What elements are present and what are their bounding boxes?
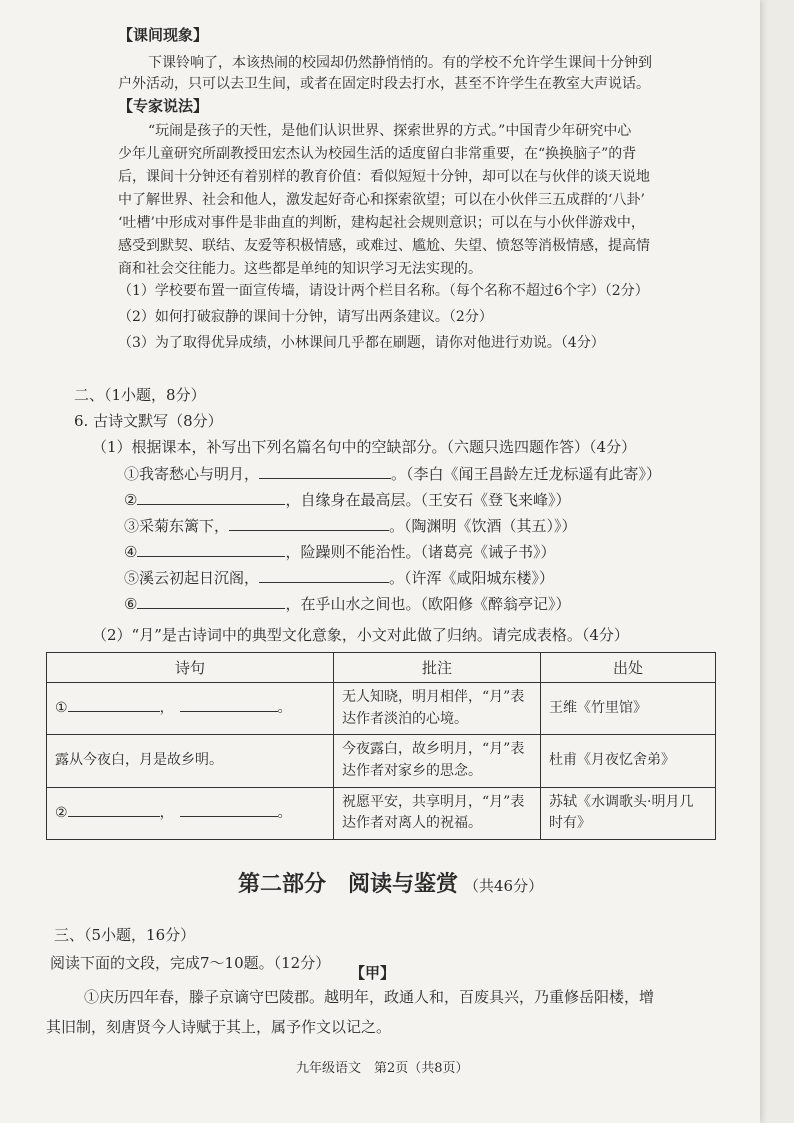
poem-cell bbox=[47, 683, 334, 735]
fill-item-prefix: ①我寄愁心与明月， bbox=[124, 465, 260, 483]
fill-item-suffix: 。（李白《闻王昌龄左迁龙标遥有此寄》） bbox=[391, 465, 662, 483]
fill-item-prefix: ④ bbox=[124, 543, 138, 561]
answer-blank[interactable] bbox=[259, 466, 391, 479]
fill-item-2 bbox=[124, 492, 570, 508]
question-1: （1）学校要布置一面宣传墙，请设计两个栏目名称。（每个名称不超过6个字）（2分） bbox=[118, 283, 649, 299]
fill-item-suffix: ，自缘身在最高层。（王安石《登飞来峰》） bbox=[285, 491, 571, 509]
fill-item-4 bbox=[124, 544, 555, 560]
fill-item-prefix: ③采菊东篱下， bbox=[124, 517, 230, 535]
expert-line: ‘吐槽’中形成对事件是非曲直的判断，建构起社会规则意识；可以在与小伙伴游戏中， bbox=[118, 215, 645, 231]
column-header: 出处 bbox=[541, 653, 716, 683]
table-row bbox=[47, 735, 716, 787]
answer-blank[interactable] bbox=[180, 699, 278, 712]
expert-line: 感受到默契、联结、友爱等积极情感，或难过、尴尬、失望、愤怒等消极情感，提高情 bbox=[118, 238, 650, 254]
moon-imagery-table bbox=[46, 652, 716, 840]
question-6-title: 6. 古诗文默写（8分） bbox=[74, 412, 223, 430]
fill-item-5 bbox=[124, 570, 554, 586]
poem-prefix: ② bbox=[55, 804, 68, 821]
part-2-title: 第二部分 阅读与鉴赏 bbox=[238, 872, 459, 897]
answer-blank[interactable] bbox=[68, 699, 160, 712]
poem-cell bbox=[47, 787, 334, 839]
answer-blank[interactable] bbox=[68, 804, 160, 817]
fill-item-6 bbox=[124, 596, 570, 612]
answer-blank[interactable] bbox=[180, 804, 278, 817]
expert-line: “玩闹是孩子的天性，是他们认识世界、探索世界的方式。”中国青少年研究中心 bbox=[148, 123, 632, 139]
expert-line: 少年儿童研究所副教授田宏杰认为校园生活的适度留白非常重要，在“换换脑子”的背 bbox=[118, 146, 637, 162]
fill-item-1 bbox=[124, 466, 661, 482]
note-cell: 祝愿平安，共享明月，“月”表达作者对离人的祝福。 bbox=[334, 787, 541, 839]
poem-end: 。 bbox=[277, 804, 292, 821]
note-cell: 今夜露白，故乡明月，“月”表达作者对家乡的思念。 bbox=[334, 735, 541, 787]
expert-title: 【专家说法】 bbox=[118, 97, 209, 115]
phenomenon-title: 【课间现象】 bbox=[118, 26, 209, 44]
sub-question-2: （2）“月”是古诗词中的典型文化意象，小文对此做了归纳。请完成表格。（4分） bbox=[92, 626, 629, 644]
part-2-heading bbox=[238, 874, 543, 896]
fill-item-suffix: ，险躁则不能治性。（诸葛亮《诫子书》） bbox=[285, 543, 556, 561]
section-3-instruction: 阅读下面的文段，完成7～10题。（12分） bbox=[50, 954, 331, 972]
table-row bbox=[47, 787, 716, 839]
fill-item-prefix: ⑤溪云初起日沉阁， bbox=[124, 569, 260, 587]
source-cell: 苏轼《水调歌头·明月几时有》 bbox=[541, 787, 716, 839]
source-cell: 杜甫《月夜忆舍弟》 bbox=[541, 735, 716, 787]
table-row bbox=[47, 683, 716, 735]
sub-question-1: （1）根据课本，补写出下列名篇名句中的空缺部分。（六题只选四题作答）（4分） bbox=[92, 438, 637, 456]
answer-blank[interactable] bbox=[137, 492, 285, 505]
question-3: （3）为了取得优异成绩，小林课间几乎都在刷题，请你对他进行劝说。（4分） bbox=[118, 335, 605, 351]
poem-end: 。 bbox=[277, 699, 292, 716]
passage-line-2: 其旧制，刻唐贤今人诗赋于其上，属予作文以记之。 bbox=[46, 1018, 392, 1036]
answer-blank[interactable] bbox=[137, 596, 285, 609]
source-cell: 王维《竹里馆》 bbox=[541, 683, 716, 735]
poem-separator: ， bbox=[159, 804, 174, 821]
answer-blank[interactable] bbox=[229, 518, 389, 531]
section-2-heading: 二、（1小题，8分） bbox=[74, 386, 206, 404]
question-2: （2）如何打破寂静的课间十分钟，请写出两条建议。（2分） bbox=[118, 309, 493, 325]
part-2-score: （共46分） bbox=[464, 877, 544, 895]
answer-blank[interactable] bbox=[259, 570, 389, 583]
poem-cell: 露从今夜白，月是故乡明。 bbox=[47, 735, 334, 787]
poem-separator: ， bbox=[159, 699, 174, 716]
phenomenon-line-1: 下课铃响了，本该热闹的校园却仍然静悄悄的。有的学校不允许学生课间十分钟到 bbox=[148, 55, 652, 71]
page-footer: 九年级语文 第2页（共8页） bbox=[296, 1061, 469, 1076]
section-3-heading: 三、（5小题，16分） bbox=[54, 926, 196, 944]
expert-line: 商和社会交往能力。这些都是单纯的知识学习无法实现的。 bbox=[118, 261, 482, 277]
table-header-row bbox=[47, 653, 716, 683]
passage-label: 【甲】 bbox=[350, 964, 396, 982]
fill-item-prefix: ② bbox=[124, 491, 138, 509]
fill-item-suffix: ，在乎山水之间也。（欧阳修《醉翁亭记》） bbox=[285, 595, 571, 613]
fill-item-suffix: 。（陶渊明《饮酒（其五）》） bbox=[389, 517, 577, 535]
expert-line: 后，课间十分钟还有着别样的教育价值：看似短短十分钟，却可以在与伙伴的谈天说地 bbox=[118, 169, 650, 185]
poem-prefix: ① bbox=[55, 699, 68, 716]
fill-item-3 bbox=[124, 518, 577, 534]
column-header: 诗句 bbox=[47, 653, 334, 683]
expert-line: 中了解世界、社会和他人，激发起好奇心和探索欲望；可以在小伙伴三五成群的‘八卦’ bbox=[118, 192, 645, 208]
fill-item-suffix: 。（许浑《咸阳城东楼》） bbox=[389, 569, 555, 587]
note-cell: 无人知晓，明月相伴，“月”表达作者淡泊的心境。 bbox=[334, 683, 541, 735]
phenomenon-line-2: 户外活动，只可以去卫生间，或者在固定时段去打水，甚至不许学生在教室大声说话。 bbox=[118, 76, 650, 92]
fill-item-prefix: ⑥ bbox=[124, 595, 138, 613]
passage-line-1: ①庆历四年春，滕子京谪守巴陵郡。越明年，政通人和，百废具兴，乃重修岳阳楼，增 bbox=[84, 988, 655, 1006]
answer-blank[interactable] bbox=[137, 544, 285, 557]
column-header: 批注 bbox=[334, 653, 541, 683]
